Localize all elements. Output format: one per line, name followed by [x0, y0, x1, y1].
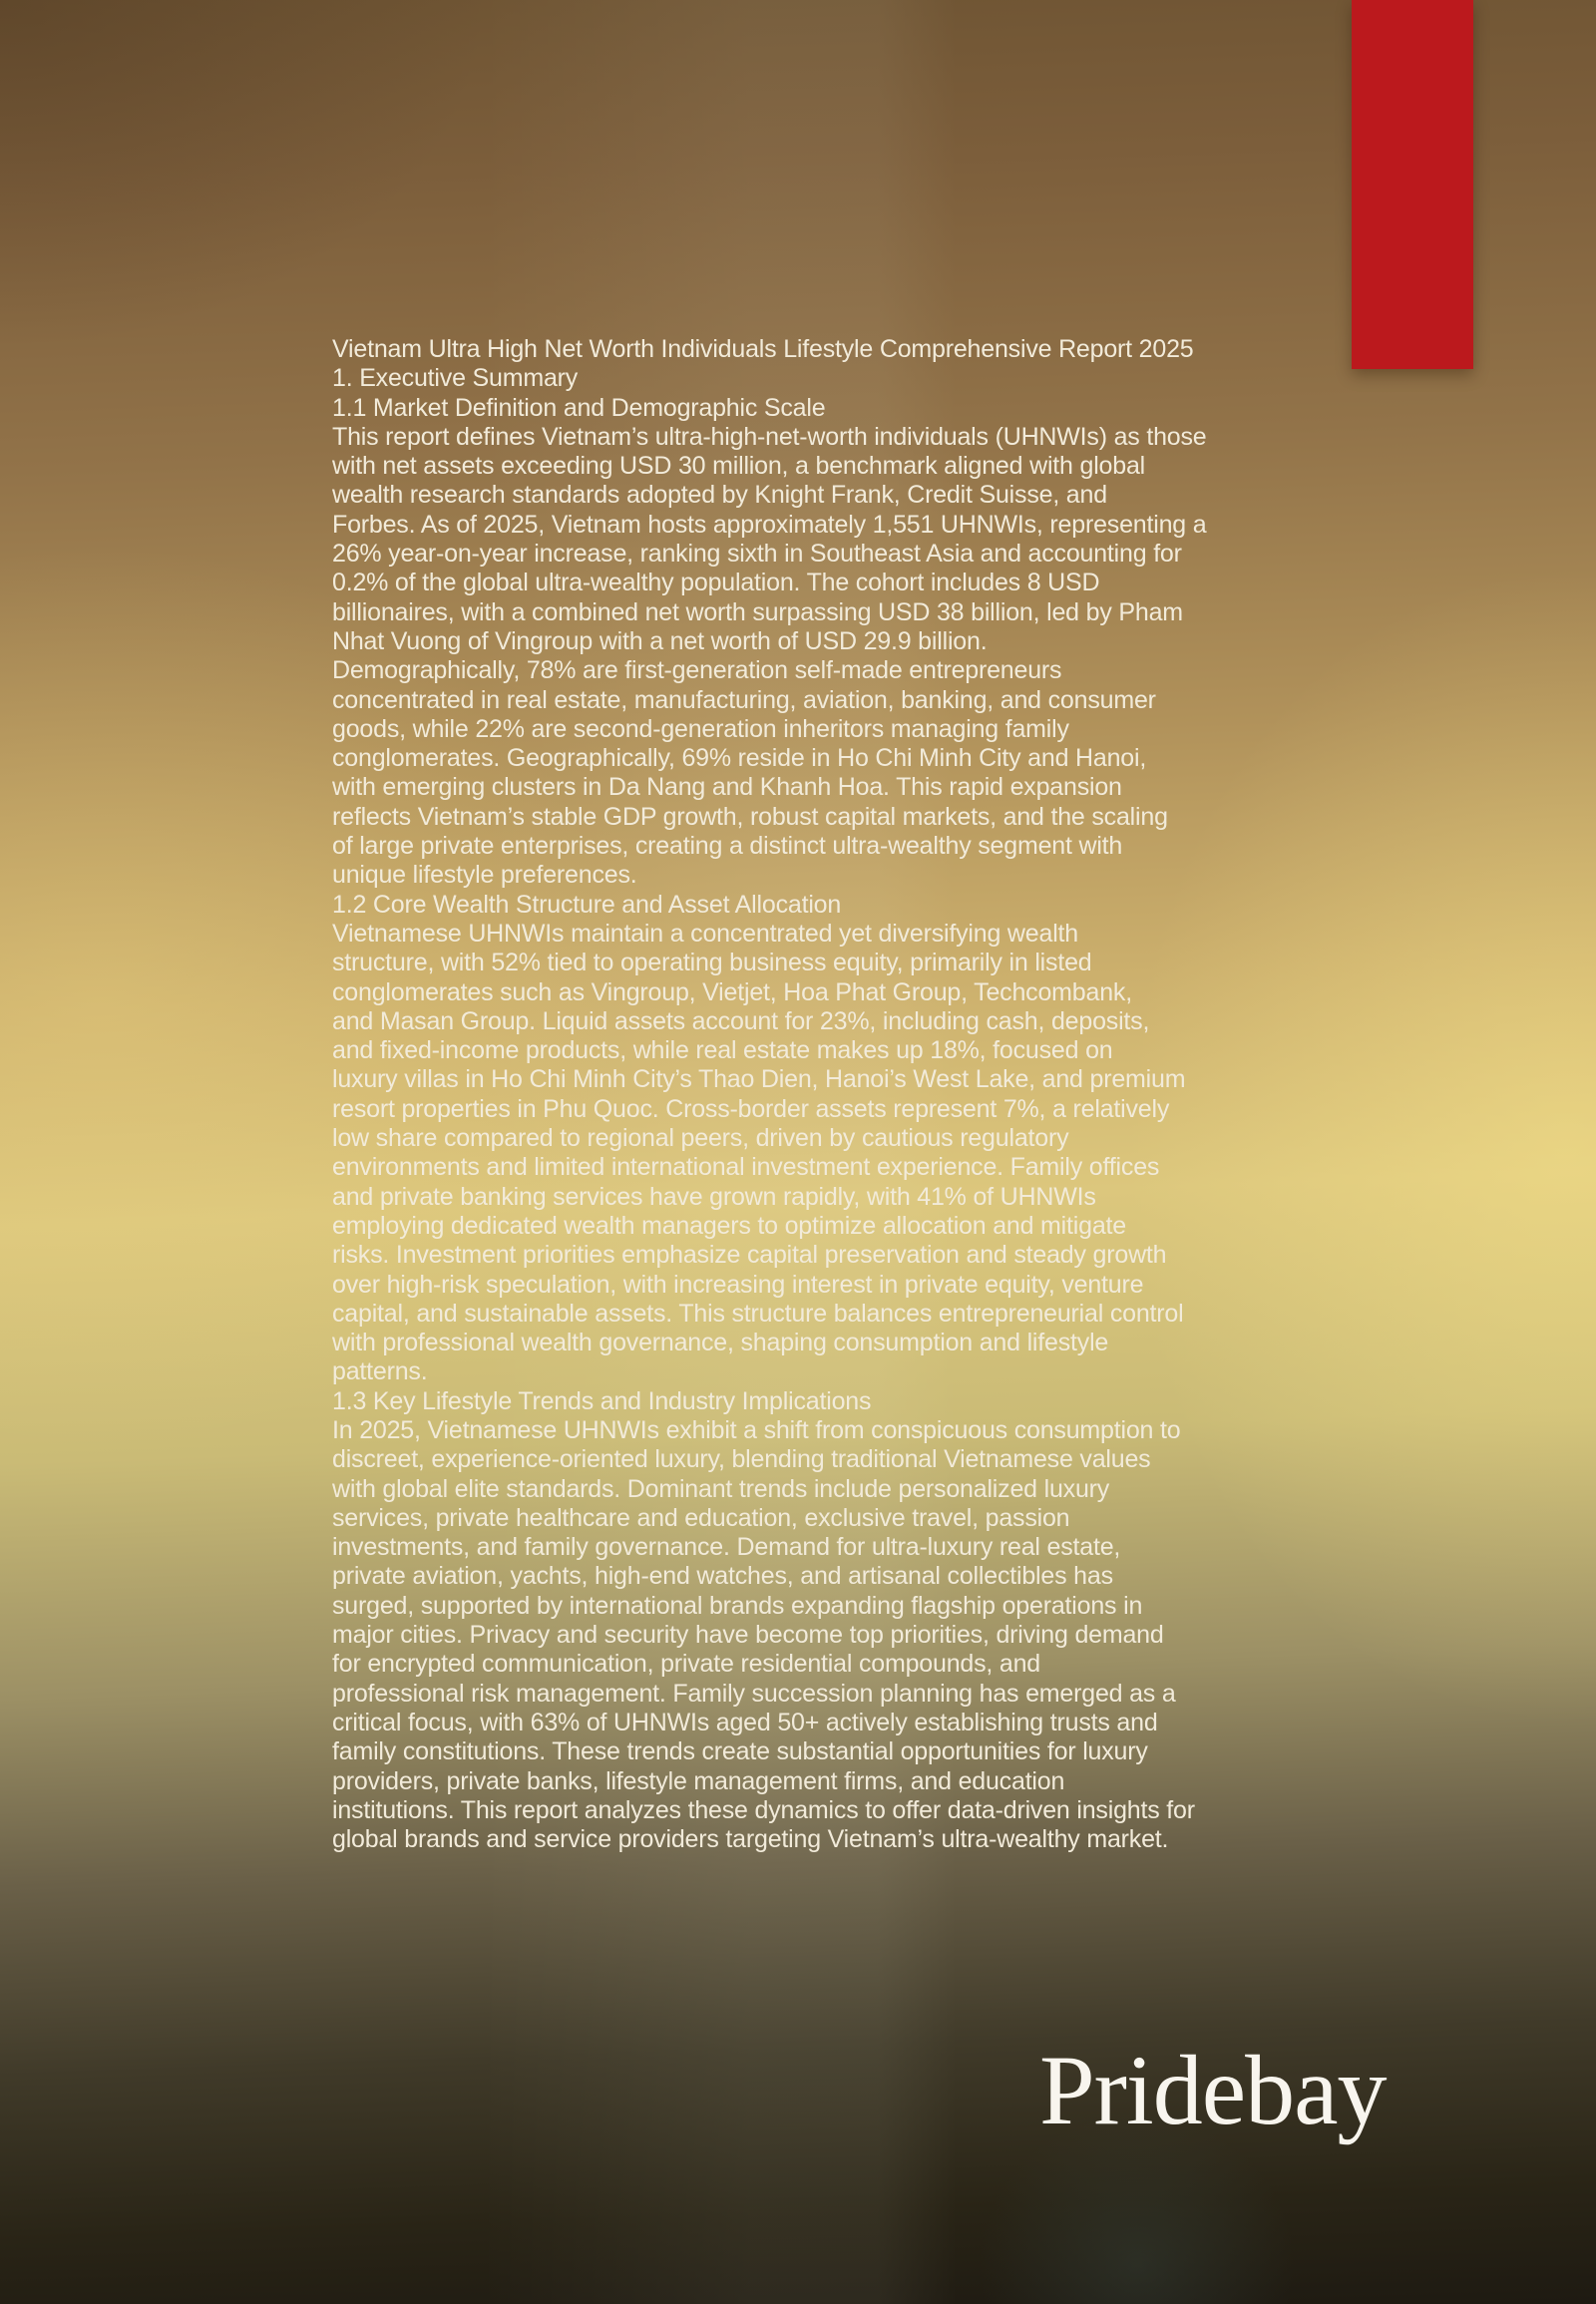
report-line: institutions. This report analyzes these dynamics to offer data-driven insights for	[332, 1795, 1195, 1824]
report-line: concentrated in real estate, manufacturing, aviation, banking, and consumer	[332, 685, 1156, 714]
report-line: with global elite standards. Dominant trends include personalized luxury	[332, 1474, 1110, 1503]
report-line: for encrypted communication, private residential compounds, and	[332, 1650, 1041, 1679]
report-line: services, private healthcare and education, exclusive travel, passion	[332, 1503, 1070, 1532]
report-line: conglomerates. Geographically, 69% reside in Ho Chi Minh City and Hanoi,	[332, 744, 1147, 773]
report-line: of large private enterprises, creating a distinct ultra-wealthy segment with	[332, 832, 1123, 861]
report-text-block	[332, 335, 1270, 1854]
report-line: employing dedicated wealth managers to optimize allocation and mitigate	[332, 1211, 1126, 1240]
report-body	[332, 364, 1270, 1854]
report-line: 1.1 Market Definition and Demographic Scale	[332, 393, 826, 422]
report-line: Vietnamese UHNWIs maintain a concentrated yet diversifying wealth	[332, 919, 1078, 948]
report-line: 1.2 Core Wealth Structure and Asset Allocation	[332, 890, 842, 919]
report-line: Forbes. As of 2025, Vietnam hosts approximately 1,551 UHNWIs, representing a	[332, 510, 1207, 539]
report-line: major cities. Privacy and security have become top priorities, driving demand	[332, 1621, 1164, 1650]
report-line: over high-risk speculation, with increasing interest in private equity, venture	[332, 1270, 1144, 1299]
report-line: 1.3 Key Lifestyle Trends and Industry Implications	[332, 1386, 872, 1415]
report-line: This report defines Vietnam’s ultra-high-net-worth individuals (UHNWIs) as those	[332, 422, 1207, 451]
report-line: 26% year-on-year increase, ranking sixth in Southeast Asia and accounting for	[332, 540, 1182, 569]
report-line: goods, while 22% are second-generation inheritors managing family	[332, 714, 1069, 743]
report-line: patterns.	[332, 1357, 428, 1386]
report-line: resort properties in Phu Quoc. Cross-border assets represent 7%, a relatively	[332, 1094, 1170, 1123]
report-line: wealth research standards adopted by Knight Frank, Credit Suisse, and	[332, 481, 1107, 510]
report-line: capital, and sustainable assets. This structure balances entrepreneurial control	[332, 1299, 1184, 1328]
report-line: billionaires, with a combined net worth surpassing USD 38 billion, led by Pham	[332, 597, 1183, 626]
report-line: and fixed-income products, while real estate makes up 18%, focused on	[332, 1036, 1113, 1065]
brand-logo-text: Pridebay	[1039, 2035, 1387, 2145]
report-line: environments and limited international investment experience. Family offices	[332, 1153, 1160, 1182]
report-line: investments, and family governance. Demand for ultra-luxury real estate,	[332, 1533, 1121, 1562]
report-title: Vietnam Ultra High Net Worth Individuals Lifestyle Comprehensive Report 2025	[332, 335, 1194, 363]
report-line: low share compared to regional peers, driven by cautious regulatory	[332, 1124, 1069, 1153]
report-line: and private banking services have grown rapidly, with 41% of UHNWIs	[332, 1182, 1096, 1211]
report-line: reflects Vietnam’s stable GDP growth, robust capital markets, and the scaling	[332, 802, 1168, 831]
report-line: providers, private banks, lifestyle management firms, and education	[332, 1766, 1065, 1795]
report-line: structure, with 52% tied to operating business equity, primarily in listed	[332, 949, 1092, 977]
report-line: unique lifestyle preferences.	[332, 861, 637, 890]
report-line: professional risk management. Family succession planning has emerged as a	[332, 1679, 1176, 1708]
report-line: luxury villas in Ho Chi Minh City’s Thao Dien, Hanoi’s West Lake, and premium	[332, 1065, 1186, 1094]
report-line: with emerging clusters in Da Nang and Khanh Hoa. This rapid expansion	[332, 773, 1122, 802]
report-line: 1. Executive Summary	[332, 364, 579, 393]
report-line: 0.2% of the global ultra-wealthy population. The cohort includes 8 USD	[332, 569, 1100, 597]
report-line: with net assets exceeding USD 30 million, a benchmark aligned with global	[332, 452, 1146, 481]
report-line: In 2025, Vietnamese UHNWIs exhibit a shift from conspicuous consumption to	[332, 1415, 1181, 1444]
report-line: private aviation, yachts, high-end watches, and artisanal collectibles has	[332, 1562, 1113, 1591]
report-line: Nhat Vuong of Vingroup with a net worth of USD 29.9 billion.	[332, 626, 988, 655]
report-line: risks. Investment priorities emphasize capital preservation and steady growth	[332, 1241, 1167, 1270]
report-line: global brands and service providers targeting Vietnam’s ultra-wealthy market.	[332, 1825, 1169, 1854]
report-line: surged, supported by international brands expanding flagship operations in	[332, 1591, 1143, 1620]
report-line: and Masan Group. Liquid assets account for 23%, including cash, deposits,	[332, 1006, 1150, 1035]
report-line: discreet, experience-oriented luxury, blending traditional Vietnamese values	[332, 1445, 1151, 1474]
report-line: critical focus, with 63% of UHNWIs aged 50+ actively establishing trusts and	[332, 1708, 1158, 1736]
report-line: with professional wealth governance, shaping consumption and lifestyle	[332, 1329, 1109, 1357]
report-line: conglomerates such as Vingroup, Vietjet, Hoa Phat Group, Techcombank,	[332, 977, 1132, 1006]
report-line: family constitutions. These trends create substantial opportunities for luxury	[332, 1737, 1148, 1766]
red-ribbon	[1352, 0, 1473, 369]
report-line: Demographically, 78% are first-generation self-made entrepreneurs	[332, 656, 1062, 685]
